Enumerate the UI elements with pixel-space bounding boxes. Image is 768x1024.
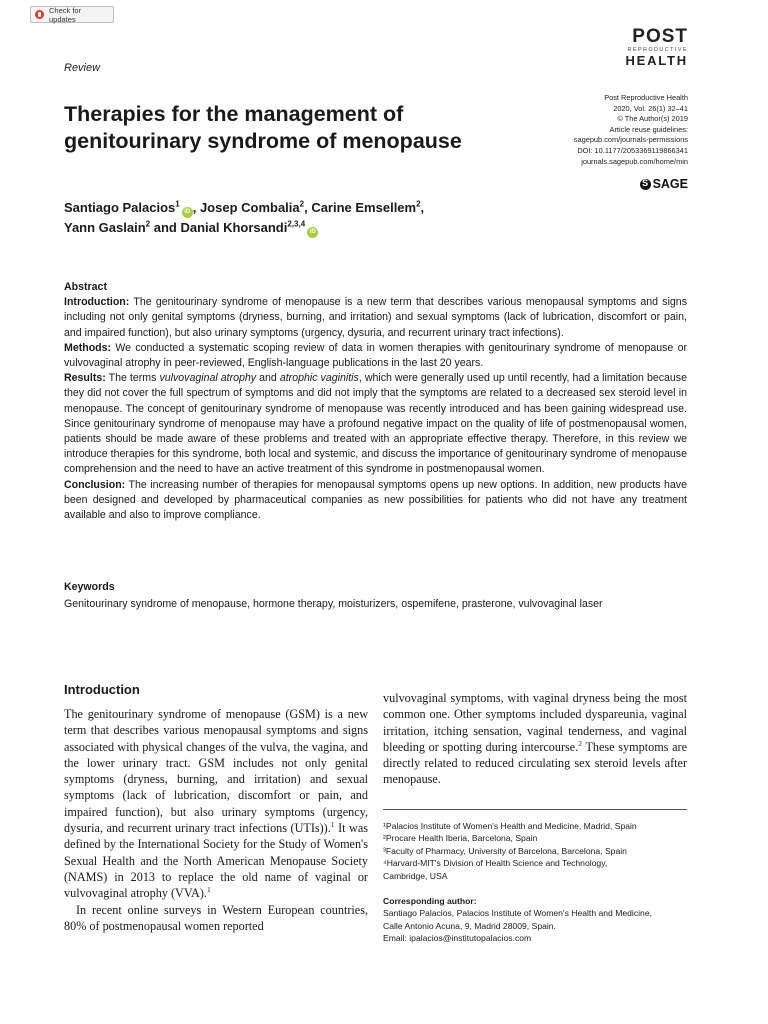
abstract-term: vulvovaginal atrophy — [159, 372, 257, 385]
corresponding-email[interactable]: Email: ipalacios@institutopalacios.com — [383, 933, 532, 944]
author-name: , Josep Combalia — [192, 200, 300, 215]
affiliations — [383, 820, 687, 882]
publisher-logo — [640, 177, 688, 191]
abstract-heading: Abstract — [64, 281, 107, 293]
publisher-name: SAGE — [652, 177, 688, 191]
crossmark-icon — [35, 10, 44, 19]
abstract-label: Introduction: — [64, 296, 130, 309]
reuse-label: Article reuse guidelines: — [609, 124, 688, 134]
journal-meta — [478, 93, 688, 167]
corresponding-line: Santiago Palacios, Palacios Institute of Women's Health and Medicine, — [383, 908, 652, 919]
affiliation-line: ¹Palacios Institute of Women's Health and Medicine, Madrid, Spain — [383, 821, 637, 831]
body-text: The genitourinary syndrome of menopause (GSM) is a new term that describes various menopausal symptoms and signs associated with physical changes of the vulva, the vagina, and the lower urinary tract. GSM includes not only genital symptoms (dryness, burning, and irritation) and sexual symptoms (lack of lubrication, discomfort or pain, and impaired function), but also urinary symptoms (urgency, dysuria, and recurrent urinary tract infections (UTIs)). — [64, 707, 368, 836]
citation-ref[interactable]: 1 — [206, 885, 211, 895]
author-affil-sup: 2 — [416, 199, 421, 209]
copyright: © The Author(s) 2019 — [617, 114, 688, 124]
author-affil-sup: 2 — [299, 199, 305, 209]
check-for-updates-label: Check for updates — [49, 5, 82, 24]
corresponding-heading: Corresponding author: — [383, 896, 477, 906]
author-affil-sup: 2 — [145, 219, 151, 229]
body-paragraph — [64, 706, 368, 902]
author-name: , Carine Emsellem — [304, 200, 417, 215]
abstract-label: Methods: — [64, 341, 112, 354]
affiliation-line: ²Procare Health Iberia, Barcelona, Spain — [383, 833, 538, 844]
journal-volume: 2020, Vol. 26(1) 32–41 — [613, 103, 688, 113]
corresponding-line: Calle Antonio Acuna, 9, Madrid 28009, Spain. — [383, 920, 556, 931]
author-list — [64, 198, 534, 238]
abstract-label: Conclusion: — [64, 478, 126, 491]
abstract — [64, 280, 687, 523]
author-name: Yann Gaslain — [64, 220, 146, 235]
article-title: Therapies for the management of genitourinary syndrome of menopause — [64, 102, 462, 153]
doi[interactable]: DOI: 10.1177/2053369119866341 — [577, 145, 688, 155]
citation-ref[interactable]: 1 — [330, 820, 335, 830]
citation-ref[interactable]: 2 — [578, 738, 582, 748]
journal-logo — [618, 28, 688, 67]
author-name: Santiago Palacios — [64, 200, 176, 215]
keywords-text: Genitourinary syndrome of menopause, hormone therapy, moisturizers, ospemifene, prasterone, vulvovaginal laser — [64, 598, 603, 610]
logo-line-health: HEALTH — [625, 53, 688, 68]
author-name: and Danial Khorsandi — [150, 220, 288, 235]
logo-line-reproductive: REPRODUCTIVE — [627, 47, 688, 53]
journal-name: Post Reproductive Health — [604, 93, 688, 102]
abstract-text: The increasing number of therapies for menopausal symptoms opens up new options. In addition, new products have been designed and developed by pharmaceutical companies as new possibilities for patients who did not have any treatment available and also to improve compliance. — [64, 478, 687, 522]
abstract-results — [64, 371, 687, 477]
abstract-conclusion — [64, 478, 687, 524]
affiliation-line: ⁴Harvard-MIT's Division of Health Science and Technology, — [383, 858, 608, 869]
abstract-label: Results: — [64, 372, 106, 385]
author-affil-sup: 1 — [175, 199, 180, 209]
author-affil-sup: 2,3,4 — [287, 219, 306, 229]
abstract-text: The terms — [105, 372, 160, 385]
body-column-left — [64, 706, 368, 934]
logo-line-post: POST — [632, 26, 688, 47]
abstract-text: The genitourinary syndrome of menopause is a new term that describes various menopausal symptoms and signs including not only genital symptoms (dryness, burning, and irritation) and sexual symptoms (lack of lubrication, discomfort or pain, and impaired function), but also urinary symptoms (urgency, dysuria, and recurrent urinary tract infections). — [64, 296, 687, 339]
introduction-heading: Introduction — [64, 682, 140, 697]
journal-link[interactable]: journals.sagepub.com/home/min — [581, 156, 688, 166]
abstract-term: atrophic vaginitis — [279, 372, 359, 385]
orcid-icon[interactable]: iD — [182, 207, 193, 218]
abstract-text: We conducted a systematic scoping review of data in women therapies with genitourinary syndrome of menopause or vulvovaginal atrophy in peer-reviewed, English-language publications in the last 20 years. — [64, 341, 687, 370]
reuse-link[interactable]: sagepub.com/journals-permissions — [573, 135, 688, 145]
footnote-divider — [383, 809, 687, 810]
abstract-methods — [64, 341, 687, 371]
body-text: It was defined by the International Society for the Study of Women's Sexual Health and the North American Menopause Society (NAMS) in 2013 to replace the old name of vaginal or vulvovaginal atrophy (VVA). — [64, 821, 368, 901]
body-column-right — [383, 690, 687, 788]
body-text: vulvovaginal symptoms, with vaginal dryness being the most common one. Other symptoms included dyspareunia, vaginal irritation, itching sensation, vaginal tenderness, and vaginal bleeding or spotting during intercourse. — [383, 691, 687, 754]
keywords-heading: Keywords — [64, 581, 115, 593]
affiliation-line: Cambridge, USA — [383, 870, 448, 881]
affiliation-line: ³Faculty of Pharmacy, University of Barcelona, Barcelona, Spain — [383, 845, 627, 856]
sage-icon — [640, 179, 651, 190]
body-text: These symptoms are directly related to reduced circulating sex steroid levels after menopause. — [383, 739, 687, 787]
abstract-text: , which were generally used up until recently, had a limitation because they did not cover the full spectrum of symptoms and did not imply that the symptoms are related to a decreased sex steroid level in menopause. The concept of genitourinary syndrome of menopause was recently introduced and has been gaining widespread use. Since genitourinary syndrome of menopause may have a profound negative impact on the quality of life of postmenopausal women, patients should be made aware of these problems and treated with an appropriate effective therapy. Therefore, in this review we introduce therapies for this syndrome, both local and systemic, and discuss the importance of genitourinary syndrome of menopause comprehension and the need to have an active treatment of this syndrome in postmenopausal women. — [64, 372, 687, 476]
section-label: Review — [64, 62, 101, 74]
corresponding-author — [383, 895, 687, 945]
check-for-updates-button[interactable] — [30, 6, 114, 23]
abstract-text: and — [256, 372, 280, 385]
orcid-icon[interactable]: iD — [307, 227, 318, 238]
body-paragraph: In recent online surveys in Western European countries, 80% of postmenopausal women reported — [64, 902, 368, 933]
abstract-introduction — [64, 295, 687, 341]
author-separator: , — [420, 200, 425, 215]
